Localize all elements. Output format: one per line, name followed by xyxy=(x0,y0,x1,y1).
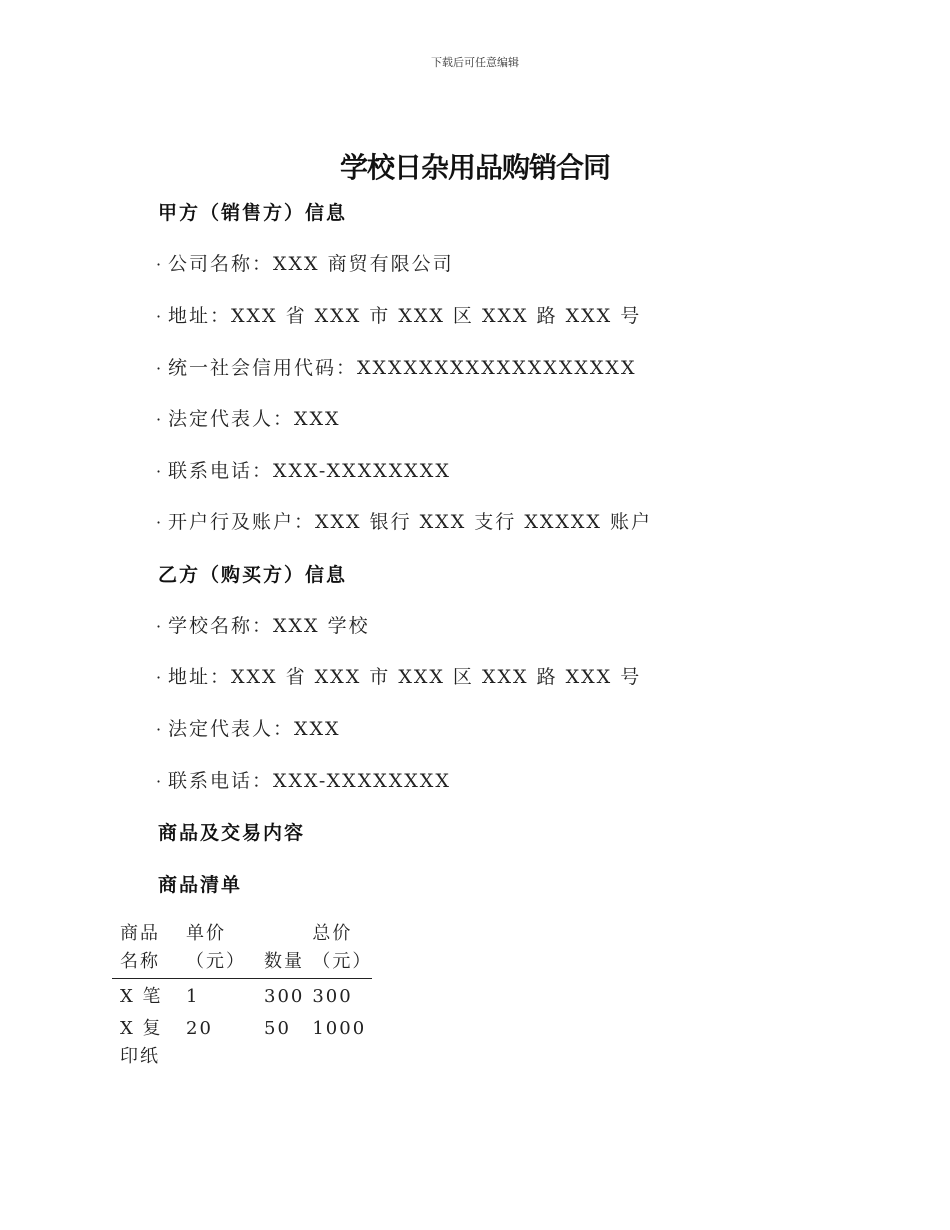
bullet-icon: · xyxy=(156,410,162,429)
party-b-phone: · 联系电话：XXX-XXXXXXXX xyxy=(156,770,451,792)
bullet-icon: · xyxy=(156,772,162,791)
goods-list-heading: 商品清单 xyxy=(158,874,243,896)
goods-table-header-row xyxy=(112,920,372,979)
bullet-icon: · xyxy=(156,462,162,481)
bullet-icon: · xyxy=(156,720,162,739)
cell-name: X 笔 xyxy=(120,986,163,1007)
cell-quantity: 300 xyxy=(264,986,305,1007)
party-b-address: · 地址：XXX 省 XXX 市 XXX 区 XXX 路 XXX 号 xyxy=(156,666,642,688)
column-header-total-price: 总价（元） xyxy=(312,923,373,972)
party-a-heading: 甲方（销售方）信息 xyxy=(158,202,348,224)
goods-section-heading: 商品及交易内容 xyxy=(158,822,306,844)
cell-name: X 复印纸 xyxy=(120,1018,163,1067)
party-b-heading: 乙方（购买方）信息 xyxy=(158,564,348,586)
bullet-icon: · xyxy=(156,359,162,378)
column-header-name: 商品名称 xyxy=(120,923,160,972)
header-note: 下载后可任意编辑 xyxy=(431,56,519,69)
cell-total-price: 300 xyxy=(312,986,353,1007)
party-b-legal-rep: · 法定代表人：XXX xyxy=(156,718,341,740)
goods-table xyxy=(112,920,372,1071)
column-header-unit-price: 单价（元） xyxy=(186,923,246,972)
party-a-phone: · 联系电话：XXX-XXXXXXXX xyxy=(156,460,451,482)
party-a-credit-code: · 统一社会信用代码：XXXXXXXXXXXXXXXXXX xyxy=(156,357,637,379)
table-row xyxy=(112,979,372,1012)
cell-unit-price: 1 xyxy=(186,986,200,1007)
cell-unit-price: 20 xyxy=(186,1018,213,1039)
bullet-icon: · xyxy=(156,255,162,274)
bullet-icon: · xyxy=(156,617,162,636)
bullet-icon: · xyxy=(156,668,162,687)
cell-quantity: 50 xyxy=(264,1018,291,1039)
bullet-icon: · xyxy=(156,307,162,326)
party-a-legal-rep: · 法定代表人：XXX xyxy=(156,408,341,430)
party-b-school-name: · 学校名称：XXX 学校 xyxy=(156,615,370,637)
party-a-address: · 地址：XXX 省 XXX 市 XXX 区 XXX 路 XXX 号 xyxy=(156,305,642,327)
table-row xyxy=(112,1011,372,1071)
column-header-quantity: 数量 xyxy=(264,951,304,972)
party-a-bank-account: · 开户行及账户：XXX 银行 XXX 支行 XXXXX 账户 xyxy=(156,511,652,533)
bullet-icon: · xyxy=(156,513,162,532)
party-a-company-name: · 公司名称：XXX 商贸有限公司 xyxy=(156,253,454,275)
document-title: 学校日杂用品购销合同 xyxy=(339,151,610,184)
cell-total-price: 1000 xyxy=(312,1018,367,1039)
